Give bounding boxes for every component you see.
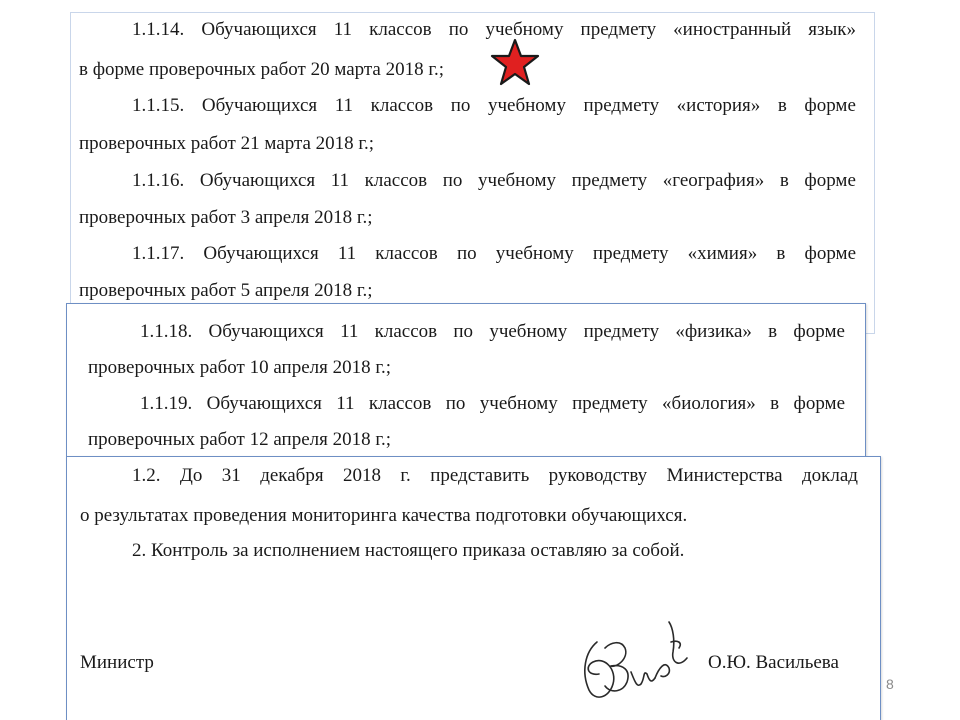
signature-name: О.Ю. Васильева	[708, 652, 839, 673]
word: учебному	[487, 95, 566, 116]
word: учебному	[485, 19, 564, 40]
word: по	[445, 393, 466, 414]
word: 1.1.16.	[132, 170, 185, 191]
word: До	[179, 465, 203, 486]
word: форме	[804, 170, 856, 191]
word: предмету	[592, 243, 669, 264]
word: 11	[340, 321, 359, 342]
word: форме	[793, 393, 845, 414]
word: «история»	[676, 95, 761, 116]
word: 1.1.19.	[140, 393, 193, 414]
word: Обучающихся	[201, 95, 318, 116]
word: предмету	[583, 95, 660, 116]
word: «биология»	[662, 393, 756, 414]
word: форме	[804, 95, 856, 116]
word: Министерства	[666, 465, 783, 486]
word: Обучающихся	[199, 170, 316, 191]
word: 1.1.14.	[132, 19, 185, 40]
paragraph-1-1-17-line2: проверочных работ 5 апреля 2018 г.;	[79, 280, 373, 301]
word: классов	[369, 19, 432, 40]
word: Обучающихся	[201, 19, 317, 40]
word: 1.2.	[132, 465, 161, 486]
paragraph-1-1-18-line1	[140, 321, 845, 343]
word: 11	[336, 393, 355, 414]
star-icon	[490, 38, 540, 88]
word: по	[450, 95, 471, 116]
paragraph-1-2-line2: о результатах проведения мониторинга качества подготовки обучающихся.	[80, 505, 688, 526]
word: 1.1.15.	[132, 95, 185, 116]
word: по	[453, 321, 474, 342]
word: «география»	[662, 170, 765, 191]
word: 1.1.17.	[132, 243, 185, 264]
word: классов	[375, 243, 438, 264]
word: доклад	[801, 465, 858, 486]
word: в	[770, 393, 780, 414]
word: декабря	[260, 465, 324, 486]
word: в	[776, 243, 786, 264]
word: форме	[793, 321, 845, 342]
word: учебному	[489, 321, 568, 342]
word: по	[456, 243, 477, 264]
word: «физика»	[675, 321, 752, 342]
word: учебному	[495, 243, 574, 264]
word: предмету	[571, 170, 648, 191]
word: учебному	[479, 393, 558, 414]
paragraph-1-1-15-line1	[132, 95, 856, 117]
word: в	[779, 170, 789, 191]
paragraph-1-1-16-line2: проверочных работ 3 апреля 2018 г.;	[79, 207, 373, 228]
word: язык»	[808, 19, 856, 40]
word: предмету	[580, 19, 657, 40]
document-fragment-bottom	[66, 456, 881, 720]
word: учебному	[478, 170, 557, 191]
word: 11	[330, 170, 350, 191]
paragraph-1-1-15-line2: проверочных работ 21 марта 2018 г.;	[79, 133, 375, 154]
paragraph-1-1-17-line1	[132, 243, 856, 265]
word: 11	[333, 19, 353, 40]
word: руководству	[548, 465, 648, 486]
paragraph-1-2-line1	[132, 465, 858, 487]
paragraph-1-1-18-line2: проверочных работ 10 апреля 2018 г.;	[88, 357, 392, 378]
paragraph-1-1-16-line1	[132, 170, 856, 192]
word: Обучающихся	[208, 321, 324, 342]
word: классов	[374, 321, 438, 342]
word: по	[442, 170, 463, 191]
paragraph-1-1-19-line1	[140, 393, 845, 415]
word: классов	[368, 393, 432, 414]
word: по	[448, 19, 469, 40]
word: классов	[364, 170, 428, 191]
paragraph-1-1-14-line2: в форме проверочных работ 20 марта 2018 г.;	[79, 59, 445, 80]
page-number: 8	[886, 676, 894, 692]
word: «иностранный	[673, 19, 792, 40]
word: форме	[804, 243, 856, 264]
word: 2018	[342, 465, 381, 486]
word: 31	[221, 465, 241, 486]
handwritten-signature	[575, 612, 695, 704]
word: Обучающихся	[206, 393, 322, 414]
word: «химия»	[687, 243, 758, 264]
word: классов	[370, 95, 434, 116]
word: представить	[430, 465, 530, 486]
word: предмету	[583, 321, 660, 342]
word: предмету	[572, 393, 648, 414]
word: 11	[334, 95, 354, 116]
signature-position: Министр	[80, 652, 154, 673]
word: Обучающихся	[203, 243, 319, 264]
paragraph-1-1-19-line2: проверочных работ 12 апреля 2018 г.;	[88, 429, 392, 450]
word: 11	[337, 243, 357, 264]
word: в	[768, 321, 778, 342]
word: г.	[400, 465, 411, 486]
word: в	[777, 95, 787, 116]
paragraph-2-line1: 2. Контроль за исполнением настоящего приказа оставляю за собой.	[132, 540, 685, 561]
word: 1.1.18.	[140, 321, 193, 342]
